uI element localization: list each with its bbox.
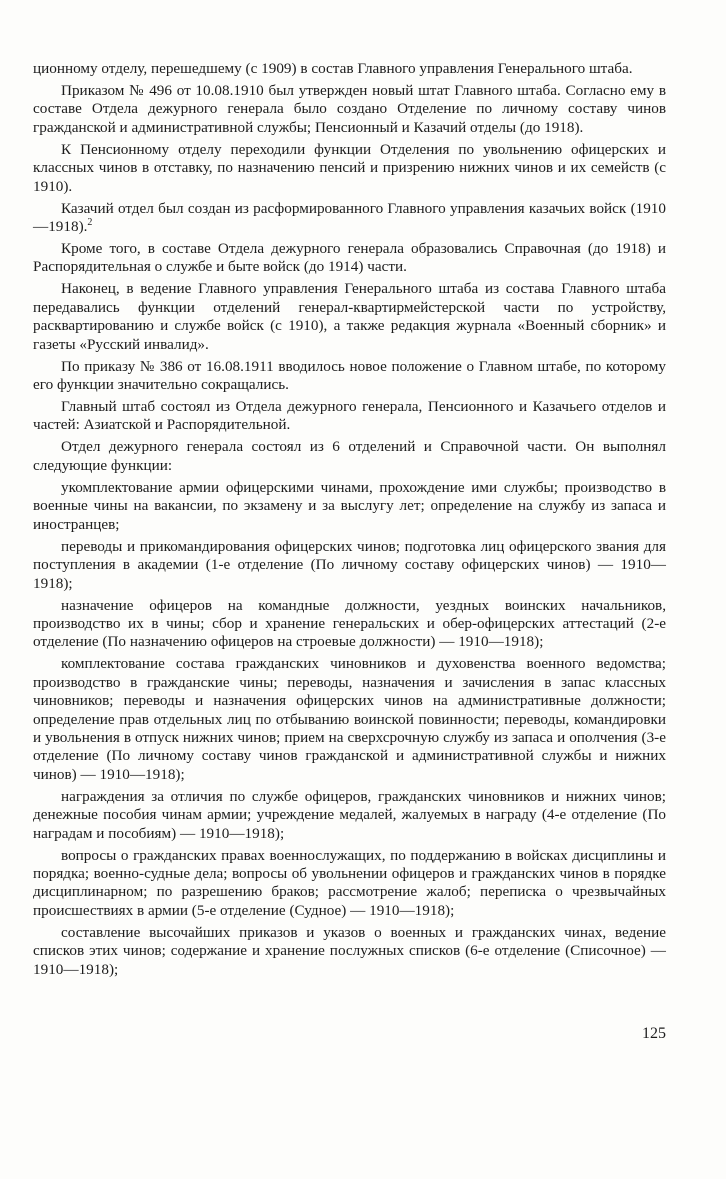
paragraph: По приказу № 386 от 16.08.1911 вводилось новое положение о Главном штабе, по которому его функции значительно сокращались. [33,357,666,394]
list-item: вопросы о гражданских правах военнослужащих, по поддержанию в войсках дисциплины и порядка; военно-судные дела; вопросы об увольнении офицеров и гражданских чинов в порядке дисциплинарном; по разрешению браков; рассмотрение жалоб; переписка о чрезвычайных происшествиях в армии (5-е отделение (Судное) — 1910—1918); [33,846,666,919]
list-item: награждения за отличия по службе офицеров, гражданских чиновников и нижних чинов; денежные пособия чинам армии; учреждение медалей, жалуемых в награду (4-е отделение (По наградам и пособиям) — 1910—1918); [33,787,666,842]
paragraph [33,200,666,237]
list-item: комплектование состава гражданских чиновников и духовенства военного ведомства; производство в гражданские чины; переводы, назначения и зачисления в запас классных чиновников; переводы и назначения офицерских чинов на административные должности; определение прав отдельных лиц по отбыванию воинской повинности; переводы, командировки и увольнения в отпуск нижних чинов; прием на сверхсрочную службу из запаса и ополчения (3-е отделение (По личному составу чинов гражданской и административной службы и нижних чинов) — 1910—1918); [33,655,666,783]
paragraph: К Пенсионному отделу переходили функции Отделения по увольнению офицерских и классных чинов в отставку, по назначению пенсий и призрению нижних чинов и их семейств (с 1910). [33,140,666,195]
paragraph: Главный штаб состоял из Отдела дежурного генерала, Пенсионного и Казачьего отделов и частей: Азиатской и Распорядительной. [33,398,666,434]
paragraph: Приказом № 496 от 10.08.1910 был утвержден новый штат Главного штаба. Согласно ему в составе Отдела дежурного генерала было создано Отделение по личному составу чинов гражданской и административной службы; Пенсионный и Казачий отделы (до 1918). [33,82,666,136]
paragraph: Кроме того, в составе Отдела дежурного генерала образовались Справочная (до 1918) и Распорядительная о службе и быте войск (до 1914) части. [33,240,666,276]
paragraph: ционному отделу, перешедшему (с 1909) в состав Главного управления Генерального штаба. [33,60,633,77]
list-item: укомплектование армии офицерскими чинами, прохождение ими службы; производство в военные чины на вакансии, по экзамену и за выслугу лет; определение на службу из запаса и иностранцев; [33,478,666,533]
list-item: назначение офицеров на командные должности, уездных воинских начальников, производство их в чины; сбор и хранение генеральских и обер-офицерских аттестаций (2-е отделение (По назначению офицеров на строевые должности) — 1910—1918); [33,596,666,651]
paragraph: Отдел дежурного генерала состоял из 6 отделений и Справочной части. Он выполнял следующие функции: [33,438,666,474]
list-item: составление высочайших приказов и указов о военных и гражданских чинах, ведение списков этих чинов; содержание и хранение послужных списков (6-е отделение (Списочное) — 1910—1918); [33,923,666,978]
footnote-mark: 2 [87,216,93,228]
paragraph: Наконец, в ведение Главного управления Генерального штаба из состава Главного штаба передавались функции отделений генерал-квартирмейстерской части по устройству, расквартированию и службе войск (с 1910), а также редакция журнала «Военный сборник» и газеты «Русский инвалид». [33,280,666,353]
paragraph-text: Казачий отдел был создан из расформированного Главного управления казачьих войск (1910—1918). [33,199,666,236]
page-number: 125 [642,1025,666,1042]
body-text [33,60,666,983]
list-item: переводы и прикомандирования офицерских чинов; подготовка лиц офицерского звания для поступления в академии (1-е отделение (По личному составу офицерских чинов) — 1910—1918); [33,537,666,592]
